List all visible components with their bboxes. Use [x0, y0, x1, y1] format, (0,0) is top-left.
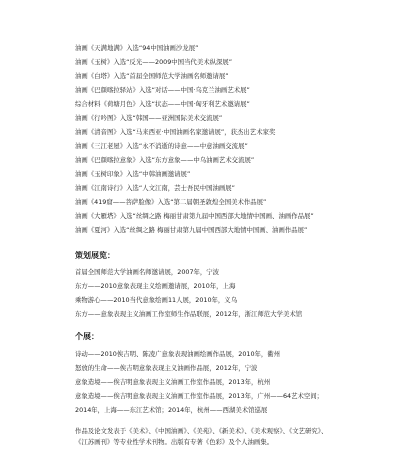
- exhibition-item: 油画《白塔》入选“首届全国师范大学油画名师邀请展”: [75, 72, 229, 80]
- curated-item: 首届全国师范大学油画名师邀请展，2007年，宁波: [75, 268, 220, 276]
- exhibition-item: 综合材料《荷塘月色》入选“状态——中国·匈牙利艺术邀请展”: [75, 100, 250, 108]
- curated-item: 乘物游心——2010当代意象绘画11人展，2010年，义乌: [75, 296, 238, 304]
- solo-item: 意象造境——俟吉明意象表现主义油画工作室作品展，2013年，广州——64艺术空间；: [75, 392, 324, 400]
- publications-paragraph: 作品及论文发表于《美术》、《中国油画》、《美苑》、《新美术》、《美术观察》、《文艺研究》、《江苏画刊》等专业性学术刊物。出版有专著《色彩》及个人油画集。: [75, 427, 328, 446]
- exhibition-item: 油画《419窟——菩萨脸像》入选“第二届朝圣敦煌全国美术作品展”: [75, 198, 267, 206]
- solo-item: 怒放的生命——俟吉明意象表现主义油画作品展，2012年，宁波: [75, 364, 258, 372]
- exhibition-item: 油画《玉树》入选“反光——2009中国当代美术纵深展”: [75, 58, 233, 66]
- curated-heading: 策划展览：: [75, 251, 115, 260]
- exhibition-item: 油画《江南诗行》入选“人文江南，芸士吾民中国油画展”: [75, 184, 235, 192]
- curated-item: 东方——意象表现主义油画工作室师生作品联展，2012年，浙江师范大学美术馆: [75, 310, 303, 318]
- solo-item: 意象造境——俟吉明意象表现主义油画工作室作品展，2013年，杭州: [75, 378, 271, 386]
- solo-item: 2014年，上海——东江艺术馆；2014年，杭州——西湖美术馆巡展: [75, 406, 268, 414]
- solo-heading: 个展：: [75, 332, 99, 341]
- exhibition-item: 油画《玉树印象》入选“中韩油画邀请展”: [75, 170, 191, 178]
- exhibition-item: 油画《巴颜喀拉意象》入选“东方意象——中乌油画艺术交流展”: [75, 156, 255, 164]
- exhibition-item: 油画《夏河》入选“丝绸之路 梅丽甘肃第九届中国西部大地情中国画、油画作品展”: [75, 226, 308, 234]
- curated-item: 东方——2010意象表现主义绘画邀请展，2010年，上海: [75, 282, 236, 290]
- exhibition-item: 油画《清音图》入选“马来西亚·中国油画名家邀请展”，获杰出艺术家奖: [75, 128, 276, 136]
- exhibition-item: 油画《行吟图》入选“韩国——亚洲国际美术交流展”: [75, 114, 223, 122]
- solo-item: 诗动——2010俟吉明、陈凌广意象表现油画绘画作品展，2010年，衢州: [75, 350, 281, 358]
- exhibition-item: 油画《天满地满》入选“94中国油画沙龙展”: [75, 44, 199, 52]
- exhibition-item: 油画《大雁塔》入选“丝绸之路 梅丽甘肃第九届中国西部大地情中国画、油画作品展”: [75, 212, 314, 220]
- exhibition-item: 油画《三江老屋》入选“永不消逝的诗意——中意油画交流展”: [75, 142, 248, 150]
- exhibition-item: 油画《巴颜喀拉驿站》入选“对话——中国·乌克兰油画艺术展”: [75, 86, 250, 94]
